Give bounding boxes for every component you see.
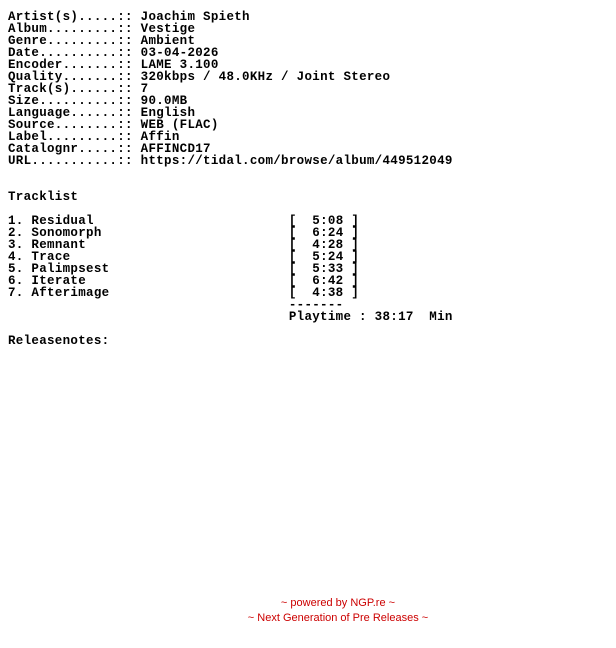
nfo-text (8, 11, 453, 347)
footer-powered-by: ~ powered by NGP.re ~ (280, 597, 396, 609)
track-row: 5. Palimpsest [ 5:33 ] (8, 262, 360, 276)
info-url: URL...........:: https://tidal.com/browse/album/449512049 (8, 154, 453, 168)
track-number: 4. (8, 250, 24, 264)
tracklist (8, 215, 453, 299)
info-album: Album.........:: Vestige (8, 22, 196, 36)
info-quality: Quality.......:: 320kbps / 48.0KHz / Joint Stereo (8, 70, 391, 84)
track-row: 1. Residual [ 5:08 ] (8, 214, 360, 228)
info-date: Date..........:: 03-04-2026 (8, 46, 219, 60)
separator-line: ------- (288, 298, 344, 312)
tracklist-heading: Tracklist (8, 190, 79, 204)
info-label: Label.........:: Affin (8, 130, 180, 144)
info-encoder: Encoder.......:: LAME 3.100 (8, 58, 219, 72)
track-duration: 5:08 (312, 214, 344, 228)
track-duration: 5:33 (312, 262, 344, 276)
track-title: Residual (31, 214, 94, 228)
playtime-value: 38:17 (374, 310, 414, 324)
releasenotes-heading: Releasenotes: (8, 334, 110, 348)
track-title: Palimpsest (31, 262, 110, 276)
info-source: Source........:: WEB (FLAC) (8, 118, 219, 132)
track-number: 5. (8, 262, 24, 276)
track-title: Remnant (31, 238, 87, 252)
info-genre: Genre.........:: Ambient (8, 34, 196, 48)
track-duration: 6:42 (312, 274, 344, 288)
info-language: Language......:: English (8, 106, 196, 120)
track-duration: 6:24 (312, 226, 344, 240)
info-catalognr: Catalognr.....:: AFFINCD17 (8, 142, 211, 156)
track-number: 1. (8, 214, 24, 228)
track-number: 7. (8, 286, 24, 300)
track-number: 6. (8, 274, 24, 288)
track-duration: 4:38 (312, 286, 344, 300)
info-tracks: Track(s)......:: 7 (8, 82, 149, 96)
info-artist: Artist(s).....:: Joachim Spieth (8, 10, 250, 24)
track-title: Trace (31, 250, 71, 264)
playtime-unit: Min (429, 310, 453, 324)
track-title: Afterimage (31, 286, 110, 300)
info-size: Size..........:: 90.0MB (8, 94, 188, 108)
playtime-label: Playtime : (288, 310, 367, 324)
track-duration: 4:28 (312, 238, 344, 252)
track-row: 2. Sonomorph [ 6:24 ] (8, 226, 360, 240)
playtime-line (8, 311, 453, 323)
track-number: 2. (8, 226, 24, 240)
track-row: 4. Trace [ 5:24 ] (8, 250, 360, 264)
track-row: 7. Afterimage [ 4:38 ] (8, 286, 360, 300)
track-row: 6. Iterate [ 6:42 ] (8, 274, 360, 288)
track-number: 3. (8, 238, 24, 252)
track-duration: 5:24 (312, 250, 344, 264)
track-row: 3. Remnant [ 4:28 ] (8, 238, 360, 252)
track-title: Sonomorph (31, 226, 102, 240)
footer-tagline: ~ Next Generation of Pre Releases ~ (247, 612, 429, 624)
track-title: Iterate (31, 274, 87, 288)
